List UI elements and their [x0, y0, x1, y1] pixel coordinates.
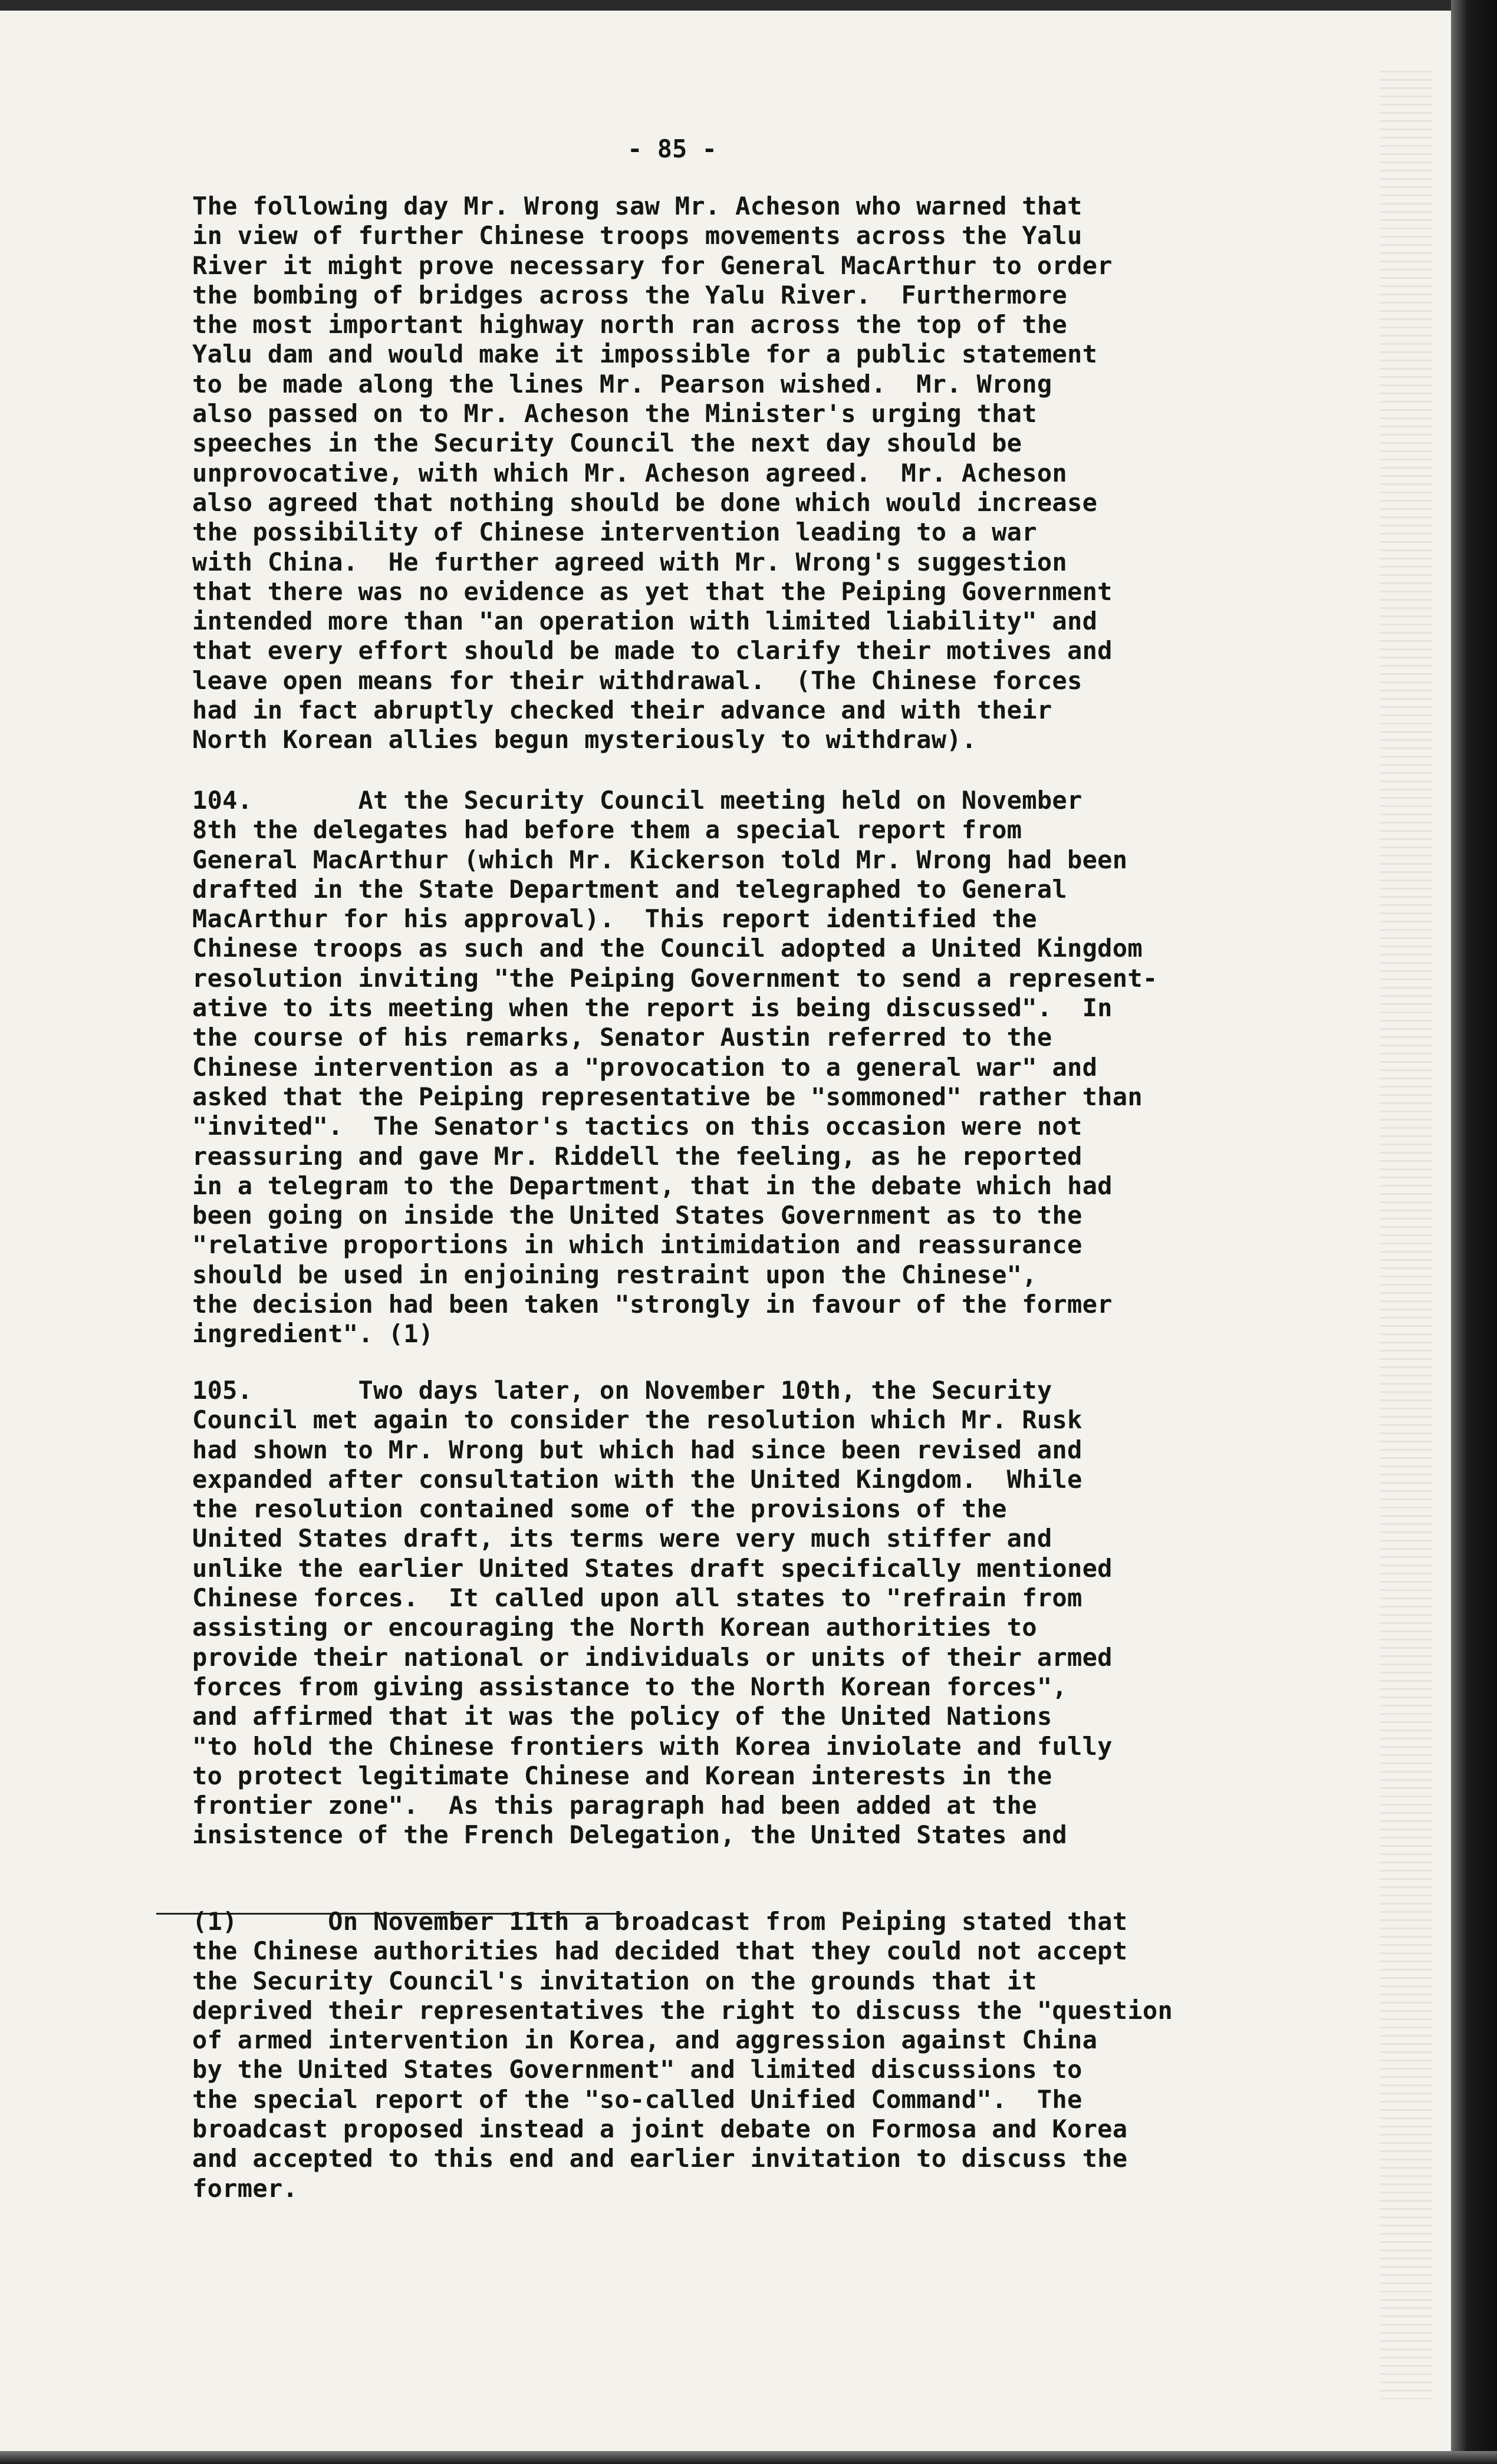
scan-border-top: [0, 0, 1497, 11]
paragraph-104: 104. At the Security Council meeting held on November 8th the delegates had before them a special report from General MacArthur (which Mr. Kickerson told Mr. Wrong had been drafted in the State Department and telegraphed to General MacArthur for his approval). This report identified the Chinese troops as such and the Council adopted a United Kingdom resolution inviting "the Peiping Government to send a represent- ative to its meeting when the report is being discussed". In the course of his remarks, Senator Austin referred to the Chinese intervention as a "provocation to a general war" and asked that the Peiping representative be "sommoned" rather than "invited". The Senator's tactics on this occasion were not reassuring and gave Mr. Riddell the feeling, as he reported in a telegram to the Department, that in the debate which had been going on inside the United States Government as to the "relative proportions in which intimidation and reassurance should be used in enjoining restraint upon the Chinese", the decision had been taken "strongly in favour of the former ingredient". (1): [192, 786, 1158, 1349]
paragraph-105: 105. Two days later, on November 10th, the Security Council met again to consider the resolution which Mr. Rusk had shown to Mr. Wrong but which had since been revised and expanded after consultation with the United Kingdom. While the resolution contained some of the provisions of the United States draft, its terms were very much stiffer and unlike the earlier United States draft specifically mentioned Chinese forces. It called upon all states to "refrain from assisting or encouraging the North Korean authorities to provide their national or individuals or units of their armed forces from giving assistance to the North Korean forces", and affirmed that it was the policy of the United Nations "to hold the Chinese frontiers with Korea inviolate and fully to protect legitimate Chinese and Korean interests in the frontier zone". As this paragraph had been added at the insistence of the French Delegation, the United States and: [192, 1376, 1113, 1850]
scan-border-bottom: [0, 2451, 1497, 2464]
binding-margin-marks: [1380, 71, 1433, 2399]
footnote-1: (1) On November 11th a broadcast from Peiping stated that the Chinese authorities had decided that they could not accept the Security Council's invitation on the grounds that it deprived their representatives the right to discuss the "question of armed intervention in Korea, and aggression against China by the United States Government" and limited discussions to the special report of the "so-called Unified Command". The broadcast proposed instead a joint debate on Formosa and Korea and accepted to this end and earlier invitation to discuss the former.: [192, 1907, 1173, 2203]
scan-border-right: [1451, 0, 1497, 2464]
paragraph-continuation: The following day Mr. Wrong saw Mr. Acheson who warned that in view of further Chinese troops movements across the Yalu River it might prove necessary for General MacArthur to order the bombing of bridges across the Yalu River. Furthermore the most important highway north ran across the top of the Yalu dam and would make it impossible for a public statement to be made along the lines Mr. Pearson wished. Mr. Wrong also passed on to Mr. Acheson the Minister's urging that speeches in the Security Council the next day should be unprovocative, with which Mr. Acheson agreed. Mr. Acheson also agreed that nothing should be done which would increase the possibility of Chinese intervention leading to a war with China. He further agreed with Mr. Wrong's suggestion that there was no evidence as yet that the Peiping Government intended more than "an operation with limited liability" and that every effort should be made to clarify their motives and leave open means for their withdrawal. (The Chinese forces had in fact abruptly checked their advance and with their North Korean allies begun mysteriously to withdraw).: [192, 192, 1113, 755]
page-number: - 85 -: [627, 134, 717, 163]
